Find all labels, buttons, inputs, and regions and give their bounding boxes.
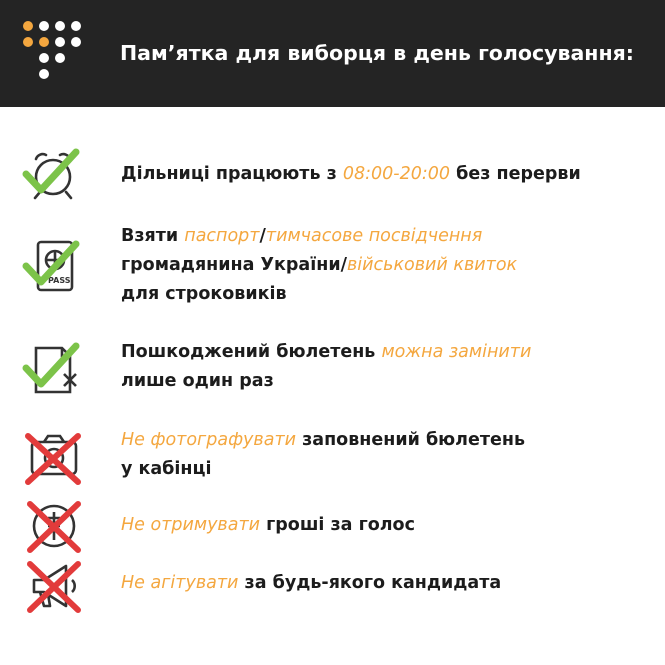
text-line — [121, 367, 651, 396]
highlight-text: Не агітувати — [121, 573, 239, 593]
megaphone-icon — [22, 554, 88, 620]
item-text — [121, 338, 651, 396]
text-segment: лише один раз — [121, 371, 274, 391]
item-text — [121, 511, 651, 540]
text-line — [121, 160, 651, 189]
page-title: Пам’ятка для виборця в день голосування: — [120, 41, 634, 65]
logo-icon — [22, 20, 92, 90]
text-line — [121, 280, 651, 309]
svg-text:PASS: PASS — [48, 276, 71, 285]
text-segment: гроші за голос — [260, 515, 415, 535]
highlight-text: військовий квиток — [346, 255, 518, 275]
text-line — [121, 455, 651, 484]
highlight-text: паспорт — [184, 226, 260, 246]
item-text — [121, 160, 651, 189]
text-line — [121, 251, 651, 280]
alarm-clock-icon — [22, 144, 88, 210]
text-segment: Дільниці працюють з — [121, 164, 343, 184]
text-line — [121, 511, 651, 540]
item-text — [121, 222, 651, 309]
text-segment: громадянина України/ — [121, 255, 347, 275]
text-line — [121, 222, 651, 251]
text-line — [121, 426, 651, 455]
passport-icon — [22, 236, 88, 302]
text-line — [121, 569, 651, 598]
item-text — [121, 569, 651, 598]
document-icon — [22, 338, 88, 404]
highlight-text: 08:00-20:00 — [342, 164, 451, 184]
money-icon — [22, 494, 88, 560]
camera-icon — [22, 426, 88, 492]
text-segment: у кабінці — [121, 459, 212, 479]
text-line — [121, 338, 651, 367]
text-segment: Пошкоджений бюлетень — [121, 342, 382, 362]
text-segment: / — [259, 226, 266, 246]
text-segment: Взяти — [121, 226, 185, 246]
text-segment: заповнений бюлетень — [296, 430, 526, 450]
text-segment: без перерви — [450, 164, 581, 184]
highlight-text: Не отримувати — [121, 515, 261, 535]
text-segment: за будь-якого кандидата — [238, 573, 502, 593]
item-text — [121, 426, 651, 484]
highlight-text: Не фотографувати — [121, 430, 297, 450]
text-segment: для строковиків — [121, 284, 287, 304]
highlight-text: можна замінити — [381, 342, 532, 362]
highlight-text: тимчасове посвідчення — [265, 226, 483, 246]
header-bar — [0, 0, 665, 107]
